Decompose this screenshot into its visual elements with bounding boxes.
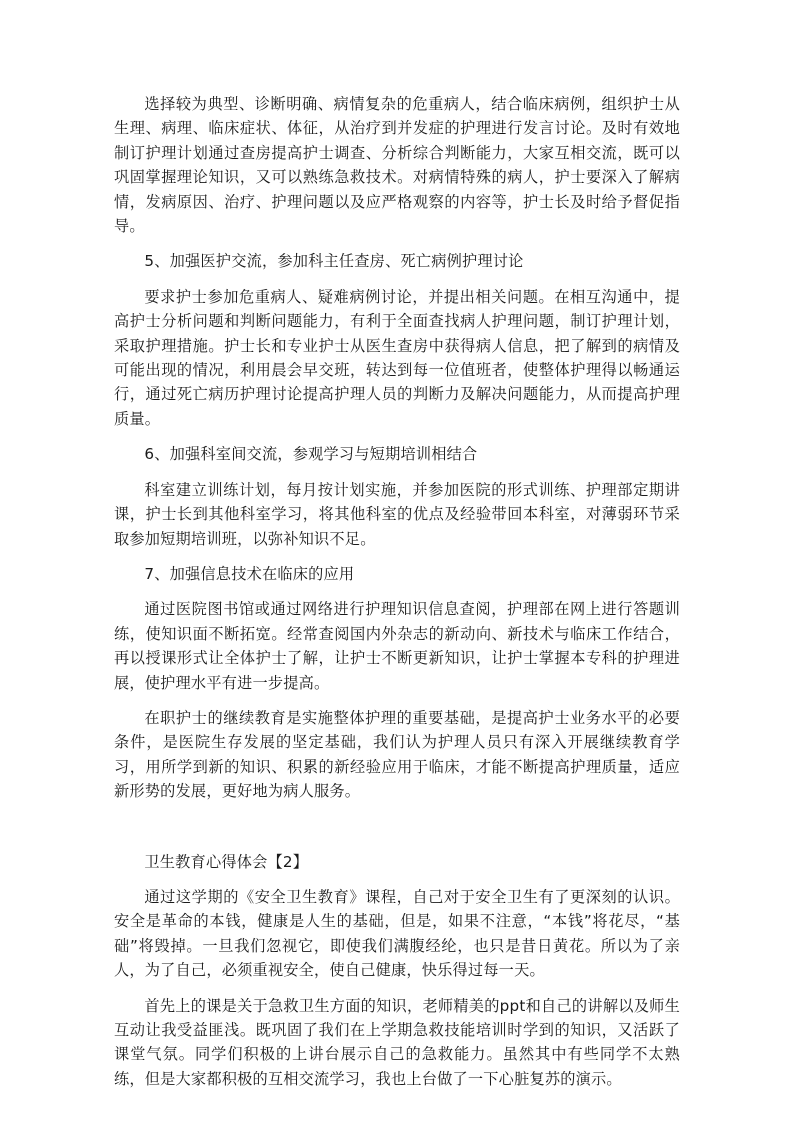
paragraph-training-plan: 科室建立训练计划，每月按计划实施，并参加医院的形式训练、护理部定期讲课，护士长到其他科室学习，将其他科室的优点及经验带回本科室，对薄弱环节采取参加短期培训班，以弥补知识不足。 xyxy=(114,480,680,548)
document-page xyxy=(114,92,680,1091)
paragraph-online-learning: 通过医院图书馆或通过网络进行护理知识信息查阅，护理部在网上进行答题训练，使知识面不断拓宽。经常查阅国内外杂志的新动向、新技术与临床工作结合，再以授课形式让全体护士了解，让护士不断更新知识，让护士掌握本专科的护理进展，使护理水平有进一步提高。 xyxy=(114,600,680,692)
paragraph-first-aid-class: 首先上的课是关于急救卫生方面的知识，老师精美的ppt和自己的讲解以及师生互动让我受益匪浅。既巩固了我们在上学期急救技能培训时学到的知识，又活跃了课堂气氛。同学们积极的上讲台展示自己的急救能力。虽然其中有些同学不太熟练，但是大家都积极的互相交流学习，我也上台做了一下心脏复苏的演示。 xyxy=(114,996,680,1088)
heading-5-doctor-nurse-exchange: 5、加强医护交流，参加科主任查房、死亡病例护理讨论 xyxy=(144,252,524,271)
heading-6-department-exchange: 6、加强科室间交流，参观学习与短期培训相结合 xyxy=(144,445,478,464)
section-title-hygiene-education: 卫生教育心得体会【2】 xyxy=(144,852,309,871)
heading-7-information-technology: 7、加强信息技术在临床的应用 xyxy=(144,564,355,583)
paragraph-case-discussion: 要求护士参加危重病人、疑难病例讨论，并提出相关问题。在相互沟通中，提高护士分析问题和判断问题能力，有利于全面查找病人护理问题，制订护理计划，采取护理措施。护士长和专业护士从医生查房中获得病人信息，把了解到的病情及可能出现的情况，利用晨会早交班，转达到每一位值班者，使整体护理得以畅通运行，通过死亡病历护理讨论提高护理人员的判断力及解决问题能力，从而提高护理质量。 xyxy=(114,287,680,428)
paragraph-ward-rounds: 选择较为典型、诊断明确、病情复杂的危重病人，结合临床病例，组织护士从生理、病理、临床症状、体征，从治疗到并发症的护理进行发言讨论。及时有效地制订护理计划通过查房提高护士调查、分析综合判断能力，大家互相交流，既可以巩固掌握理论知识，又可以熟练急救技术。对病情特殊的病人，护士要深入了解病情，发病原因、治疗、护理问题以及应严格观察的内容等，护士长及时给予督促指导。 xyxy=(114,95,680,236)
paragraph-safety-course: 通过这学期的《安全卫生教育》课程，自己对于安全卫生有了更深刻的认识。安全是革命的本钱，健康是人生的基础，但是，如果不注意，“本钱”将花尽，“基础”将毁掉。一旦我们忽视它，即使我们满腹经纶，也只是昔日黄花。所以为了亲人，为了自己，必须重视安全，使自己健康，快乐得过每一天。 xyxy=(114,887,680,980)
paragraph-continuing-education: 在职护士的继续教育是实施整体护理的重要基础，是提高护士业务水平的必要条件，是医院生存发展的坚定基础，我们认为护理人员只有深入开展继续教育学习，用所学到新的知识、积累的新经验应用于临床，才能不断提高护理质量，适应新形势的发展，更好地为病人服务。 xyxy=(114,708,680,801)
